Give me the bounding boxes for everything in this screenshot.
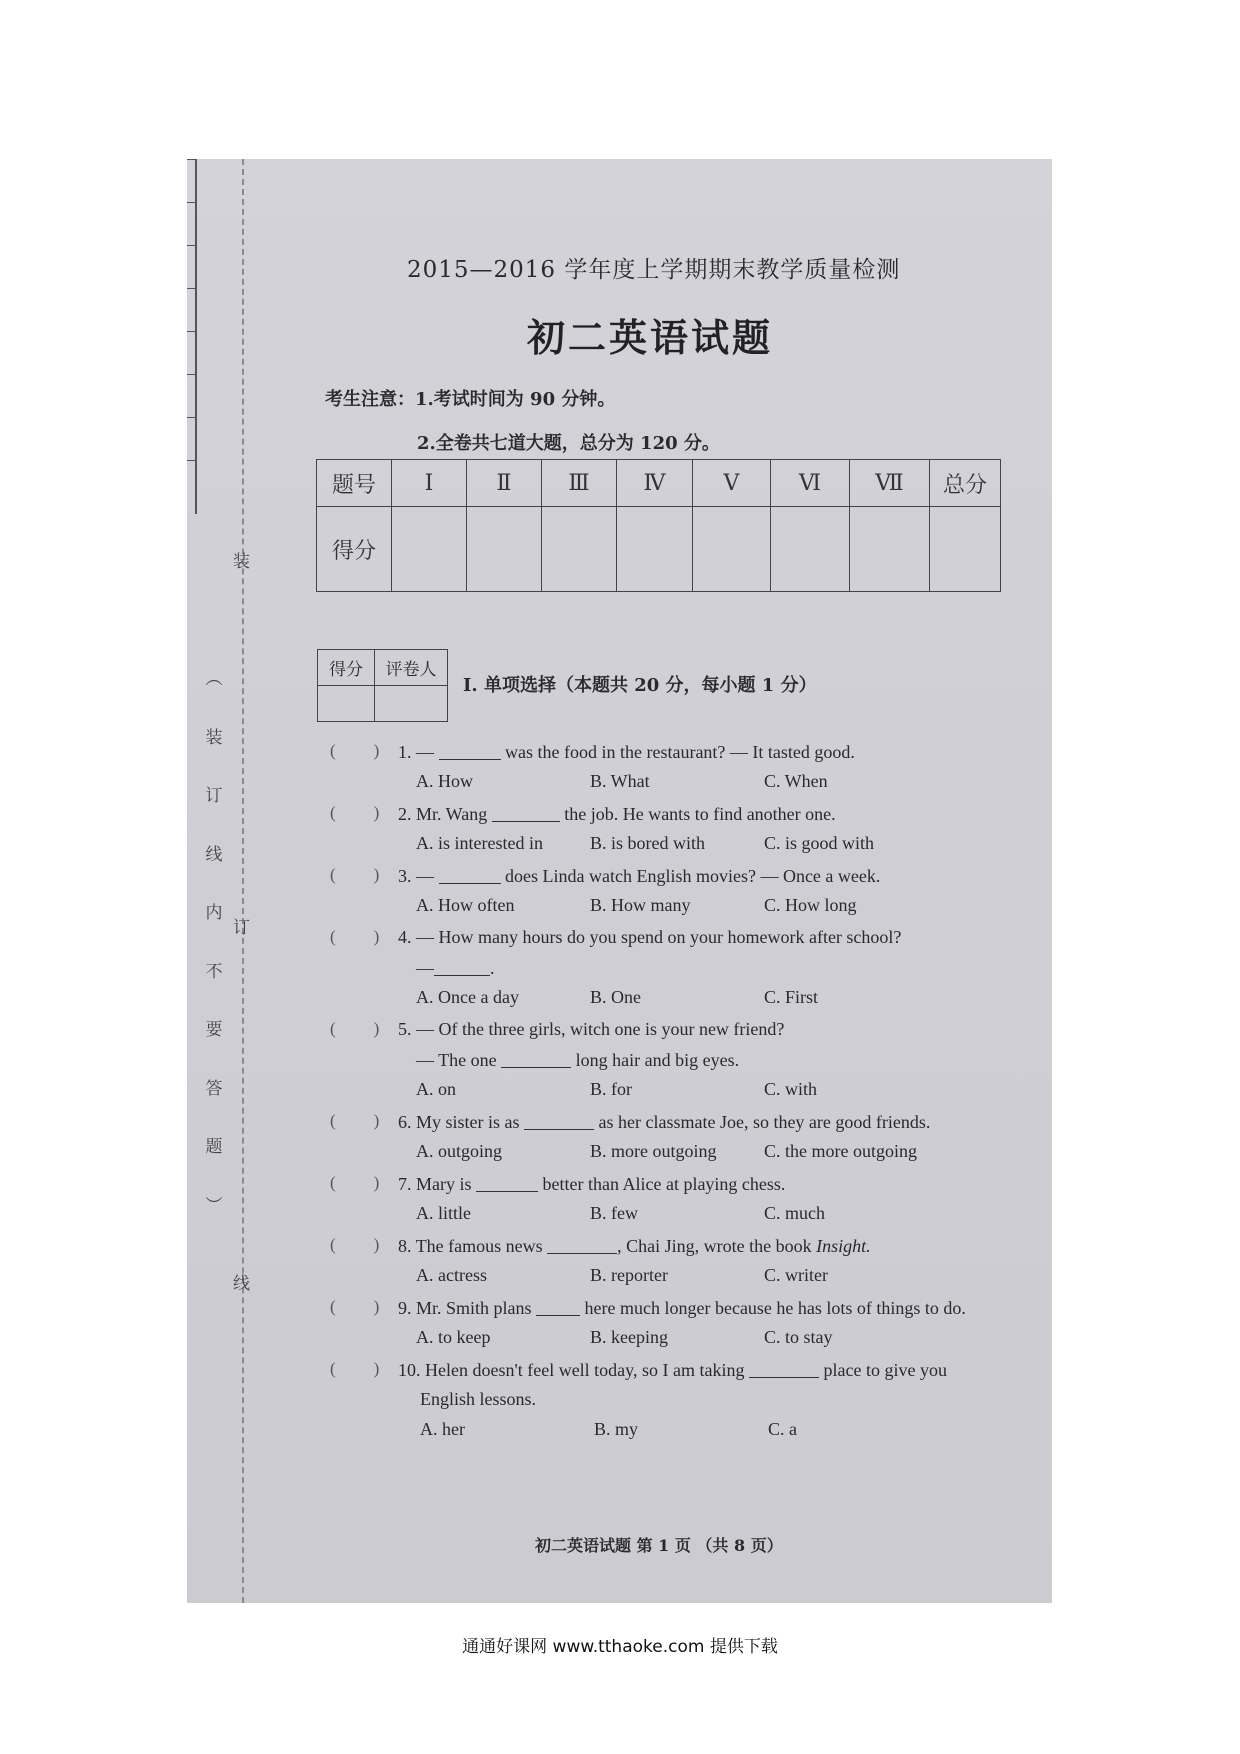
option-b: B. few xyxy=(590,1203,638,1223)
score-header-cell: Ⅴ xyxy=(693,460,771,507)
score-header-cell: Ⅵ xyxy=(771,460,850,507)
binding-mark-xian: 线 xyxy=(233,1274,250,1294)
answer-paren[interactable]: ( ) xyxy=(330,865,380,884)
option-c: C. First xyxy=(764,987,819,1007)
section-1-heading: Ⅰ. 单项选择（本题共 20 分，每小题 1 分） xyxy=(463,675,817,696)
answer-paren[interactable]: ( ) xyxy=(330,803,380,822)
answer-blank[interactable] xyxy=(434,957,490,976)
question-stem: 3. — does Linda watch English movies? — Once a week. xyxy=(398,866,881,886)
option-c: C. How long xyxy=(764,895,857,915)
score-header-cell: Ⅲ xyxy=(542,460,617,507)
option-a: A. How often xyxy=(416,895,515,915)
binding-mark-zhuang: 装 xyxy=(233,552,250,572)
score-header-cell: Ⅳ xyxy=(617,460,693,507)
option-a: A. is interested in xyxy=(416,833,543,853)
answer-blank[interactable] xyxy=(439,865,501,884)
option-c: C. the more outgoing xyxy=(764,1141,917,1161)
notice-total: 2.全卷共七道大题，总分为 120 分。 xyxy=(417,433,720,454)
answer-paren[interactable]: ( ) xyxy=(330,741,380,760)
answer-blank[interactable] xyxy=(536,1297,580,1316)
option-c: C. to stay xyxy=(764,1327,833,1347)
option-c: C. writer xyxy=(764,1265,828,1285)
question-stem: 10. Helen doesn't feel well today, so I am taking place to give you xyxy=(398,1360,947,1380)
score-header-cell: 总分 xyxy=(930,460,1001,507)
option-b: B. is bored with xyxy=(590,833,705,853)
answer-blank[interactable] xyxy=(492,803,560,822)
answer-paren[interactable]: ( ) xyxy=(330,1359,380,1378)
grader-score-label: 得分 xyxy=(318,650,375,686)
option-c: C. When xyxy=(764,771,828,791)
answer-blank[interactable] xyxy=(476,1173,538,1192)
question-stem: 9. Mr. Smith plans here much longer because he has lots of things to do. xyxy=(398,1298,966,1318)
binding-mark-ding: 订 xyxy=(233,918,250,938)
option-a: A. to keep xyxy=(416,1327,491,1347)
answer-paren[interactable]: ( ) xyxy=(330,1297,380,1316)
grader-name-label: 评卷人 xyxy=(375,650,448,686)
exam-photo xyxy=(187,159,1052,1603)
download-caption: 通通好课网 www.tthaoke.com 提供下载 xyxy=(462,1637,778,1657)
answer-blank[interactable] xyxy=(439,741,501,760)
option-a: A. outgoing xyxy=(416,1141,503,1161)
option-b: B. reporter xyxy=(590,1265,668,1285)
option-b: B. my xyxy=(594,1419,639,1439)
option-a: A. actress xyxy=(416,1265,487,1285)
option-a: A. her xyxy=(420,1419,465,1439)
question-stem: 7. Mary is better than Alice at playing chess. xyxy=(398,1174,786,1194)
option-c: C. with xyxy=(764,1079,818,1099)
answer-paren[interactable]: ( ) xyxy=(330,1173,380,1192)
binding-warning-note: ︵ 装 订 线 内 不 要 答 题 ︶ xyxy=(205,669,223,1216)
answer-blank[interactable] xyxy=(749,1359,819,1378)
answer-line: — . xyxy=(416,958,495,978)
notice-time: 考生注意：1.考试时间为 90 分钟。 xyxy=(325,389,616,410)
option-b: B. What xyxy=(590,771,650,791)
answer-paren[interactable]: ( ) xyxy=(330,1019,380,1038)
answer-blank[interactable] xyxy=(501,1049,571,1068)
option-b: B. One xyxy=(590,987,641,1007)
option-b: B. keeping xyxy=(590,1327,668,1347)
option-a: A. Once a day xyxy=(416,987,519,1007)
answer-line: English lessons. xyxy=(420,1389,537,1409)
score-header-cell: 题号 xyxy=(317,460,392,507)
option-b: B. for xyxy=(590,1079,632,1099)
option-a: A. How xyxy=(416,771,473,791)
option-c: C. much xyxy=(764,1203,825,1223)
option-b: B. more outgoing xyxy=(590,1141,717,1161)
question-stem: 6. My sister is as as her classmate Joe, so they are good friends. xyxy=(398,1112,931,1132)
answer-paren[interactable]: ( ) xyxy=(330,1235,380,1254)
question-stem: 8. The famous news , Chai Jing, wrote the book Insight. xyxy=(398,1236,871,1256)
option-b: B. How many xyxy=(590,895,691,915)
question-list xyxy=(187,159,1052,1603)
answer-paren[interactable]: ( ) xyxy=(330,927,380,946)
answer-paren[interactable]: ( ) xyxy=(330,1111,380,1130)
exam-title: 初二英语试题 xyxy=(527,315,774,360)
question-stem: 5. — Of the three girls, witch one is your new friend? xyxy=(398,1019,785,1039)
answer-blank[interactable] xyxy=(524,1111,594,1130)
question-stem: 1. — was the food in the restaurant? — It tasted good. xyxy=(398,742,855,762)
score-header-cell: Ⅶ xyxy=(850,460,930,507)
question-stem: 4. — How many hours do you spend on your homework after school? xyxy=(398,927,902,947)
answer-blank[interactable] xyxy=(547,1235,617,1254)
question-stem: 2. Mr. Wang the job. He wants to find another one. xyxy=(398,804,836,824)
exam-period-heading: 2015—2016 学年度上学期期末教学质量检测 xyxy=(407,257,901,283)
score-header-cell: Ⅰ xyxy=(392,460,467,507)
score-row-label: 得分 xyxy=(317,507,392,592)
option-a: A. little xyxy=(416,1203,471,1223)
option-c: C. is good with xyxy=(764,833,875,853)
option-c: C. a xyxy=(768,1419,797,1439)
option-a: A. on xyxy=(416,1079,456,1099)
answer-line: — The one long hair and big eyes. xyxy=(416,1050,740,1070)
page-footer: 初二英语试题 第 1 页 （共 8 页） xyxy=(535,1536,783,1555)
score-header-cell: Ⅱ xyxy=(467,460,542,507)
